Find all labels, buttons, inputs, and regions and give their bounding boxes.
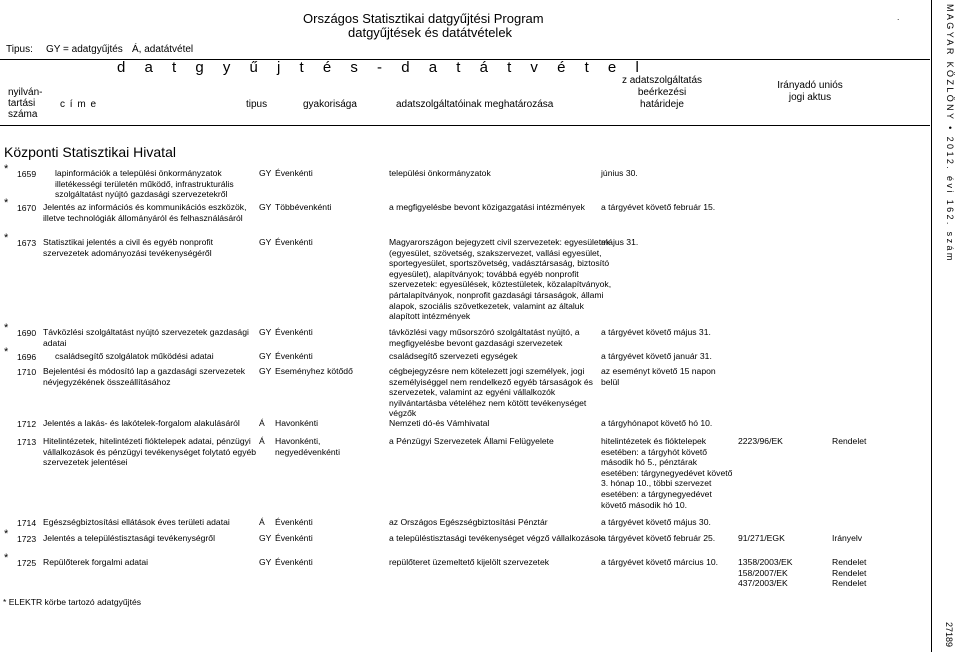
row-adatszolgaltatok: távközlési vagy műsorszóró szolgáltatást nyújtó, a megfigyelésbe bevont gazdasági szervezetek [389, 327, 580, 348]
row-tipus: GY [259, 557, 272, 567]
row-star: * [4, 163, 9, 175]
row-adatszolgaltatok: családsegítő szervezeti egységek [389, 351, 518, 361]
row-tipus: GY [259, 168, 272, 178]
row-tipus: Á [259, 418, 265, 428]
top-dot: . [897, 12, 900, 22]
row-gyakorisag: Évenkénti [275, 237, 313, 247]
row-adatszolgaltatok: Magyarországon bejegyzett civil szervezetek: egyesületek (egyesület, szövetség, szakszervezet, vallási egyesület, sportegyesület, sportszövetség, vadásztársaság, biztosító egyesület), alapítványok; továbbá egyéb nonprofit szervezetek: egyesülések, köztestületek, közalapítványok, pártalapítványok, nonprofit gazdasági társaságok, állami alapok, szociális szövetkezetek, valamint az általuk alapított intézmények [389, 237, 612, 322]
row-gyakorisag: Évenkénti [275, 327, 313, 337]
row-gyakorisag: Évenkénti [275, 517, 313, 527]
row-number: 1670 [17, 203, 37, 213]
program-title-line2: datgyűjtések és datátvételek [348, 25, 513, 40]
row-hatarido: a tárgyévet követő május 31. [601, 327, 711, 337]
row-jogi-tipus: Rendelet Rendelet Rendelet [832, 557, 867, 589]
side-running-title: MAGYAR KÖZLÖNY • 2012. évi 162. szám [945, 4, 955, 263]
page-number: 27189 [944, 622, 954, 648]
row-tipus: GY [259, 533, 272, 543]
spaced-title: d a t g y ű j t é s - d a t á t v é t e l [117, 59, 647, 76]
col-header-gyakorisag: gyakorisága [303, 99, 357, 110]
row-number: 1713 [17, 437, 37, 447]
row-title: lapinformációk a települési önkormányzatok illetékességi területén működő, infrastrukturális szolgáltatást nyújtó gazdasági szervezetekről [55, 168, 234, 200]
row-title: Statisztikai jelentés a civil és egyéb nonprofit szervezetek adományozási tevékenységéről [43, 237, 214, 258]
row-hatarido: a tárgyhónapot követő hó 10. [601, 418, 713, 428]
row-jogi-tipus: Rendelet [832, 436, 867, 446]
row-gyakorisag: Évenkénti [275, 168, 313, 178]
row-gyakorisag: Évenkénti [275, 557, 313, 567]
row-tipus: GY [259, 237, 272, 247]
row-title: Bejelentési és módosító lap a gazdasági szervezetek névjegyzékének összeállításához [43, 366, 246, 387]
row-number: 1690 [17, 328, 37, 338]
row-adatszolgaltatok: az Országos Egészségbiztosítási Pénztár [389, 517, 548, 527]
row-hatarido: a tárgyévet követő március 10. [601, 557, 719, 567]
row-tipus: Á [259, 517, 265, 527]
row-gyakorisag: Évenkénti [275, 351, 313, 361]
section-title: Központi Statisztikai Hivatal [4, 144, 176, 160]
row-adatszolgaltatok: települési önkormányzatok [389, 168, 491, 178]
side-margin [931, 0, 960, 652]
row-gyakorisag: Eseményhez kötődő [275, 366, 353, 376]
row-title: Távközlési szolgáltatást nyújtó szervezetek gazdasági adatai [43, 327, 249, 348]
row-title: Hitelintézetek, hitelintézeti fióktelepek adatai, pénzügyi vállalkozások és pénzügyi tevékenységet folytató egyéb szervezetek jelentései [43, 436, 257, 468]
col-header-cime: c í m e [60, 99, 98, 110]
row-adatszolgaltatok: repülőteret üzemeltető kijelölt szervezetek [389, 557, 550, 567]
row-hatarido: a tárgyévet követő január 31. [601, 351, 712, 361]
row-star: * [4, 232, 9, 244]
row-star: * [4, 346, 9, 358]
a-definition: Á, adatátvétel [132, 44, 194, 55]
row-hatarido: a tárgyévet követő február 15. [601, 202, 716, 212]
col-header-hatarido: z adatszolgáltatás beérkezési határideje [621, 75, 703, 110]
row-gyakorisag: Havonkénti, negyedévenkénti [275, 436, 340, 457]
row-star: * [4, 552, 9, 564]
row-title: Jelentés a lakás- és lakótelek-forgalom alakulásáról [43, 418, 240, 428]
row-adatszolgaltatok: a településtisztasági tevékenységet végző vállalkozások [389, 533, 604, 543]
row-hatarido: az eseményt követő 15 napon belül [601, 366, 716, 387]
row-title: Jelentés az információs és kommunikációs eszközök, illetve technológiák állományáról és felhasználásáról [43, 202, 247, 223]
row-star: * [4, 528, 9, 540]
footnote: * ELEKTR körbe tartozó adatgyűjtés [3, 597, 142, 607]
row-adatszolgaltatok: a Pénzügyi Szervezetek Állami Felügyelete [389, 436, 554, 446]
col-header-tipus: tipus [246, 99, 268, 110]
row-number: 1659 [17, 169, 37, 179]
row-adatszolgaltatok: cégbejegyzésre nem kötelezett jogi személyek, jogi személyiséggel nem rendelkező egyéb társaságok és szervezetek, valamint az egyéni vállalkozók nyilvántartásba vételéhez nem kötött tevékenységet végzők [389, 366, 593, 419]
col-header-nyilvantartasi: nyilván- tartási száma [8, 87, 43, 120]
row-tipus: GY [259, 366, 272, 376]
row-star: * [4, 322, 9, 334]
row-jogi-aktus: 1358/2003/EK 158/2007/EK 437/2003/EK [738, 557, 793, 589]
row-hatarido: a tárgyévet követő február 25. [601, 533, 716, 543]
row-gyakorisag: Havonkénti [275, 418, 318, 428]
row-tipus: GY [259, 327, 272, 337]
row-title: Jelentés a településtisztasági tevékenységről [43, 533, 215, 543]
row-adatszolgaltatok: Nemzeti dó-és Vámhivatal [389, 418, 490, 428]
row-gyakorisag: Évenkénti [275, 533, 313, 543]
row-hatarido: május 31. [601, 237, 639, 247]
row-title: Repülőterek forgalmi adatai [43, 557, 149, 567]
row-tipus: Á [259, 436, 265, 446]
row-hatarido: június 30. [601, 168, 638, 178]
row-title: Egészségbiztosítási ellátások éves területi adatai [43, 517, 230, 527]
col-header-jogi-aktus: Irányadó uniós jogi aktus [777, 80, 843, 103]
row-number: 1710 [17, 367, 37, 377]
row-number: 1723 [17, 534, 37, 544]
row-jogi-tipus: Irányelv [832, 533, 863, 543]
row-number: 1712 [17, 419, 37, 429]
tipus-label: Tipus: [6, 44, 33, 55]
row-star: * [4, 197, 9, 209]
gy-definition: GY = adatgyűjtés [46, 44, 123, 55]
row-hatarido: a tárgyévet követő május 30. [601, 517, 711, 527]
row-gyakorisag: Többévenkénti [275, 202, 332, 212]
col-header-adatszolgaltatok: adatszolgáltatóinak meghatározása [396, 99, 554, 110]
row-tipus: GY [259, 202, 272, 212]
program-title-line1: Országos Statisztikai datgyűjtési Program [303, 11, 544, 26]
row-tipus: GY [259, 351, 272, 361]
row-adatszolgaltatok: a megfigyelésbe bevont közigazgatási intézmények [389, 202, 585, 212]
row-number: 1714 [17, 518, 37, 528]
row-jogi-aktus: 91/271/EGK [738, 533, 785, 543]
row-title: családsegítő szolgálatok működési adatai [55, 351, 214, 361]
row-hatarido: hitelintézetek és fióktelepek esetében: a tárgyhót követő második hó 5., pénztárak esetében: tárgynegyedévet követő 3. hónap 10., többi szervezet esetében: a tárgynegyedévet követő második hó 10. [601, 436, 733, 510]
row-number: 1673 [17, 238, 37, 248]
row-jogi-aktus: 2223/96/EK [738, 436, 783, 446]
row-number: 1725 [17, 558, 37, 568]
row-number: 1696 [17, 352, 37, 362]
